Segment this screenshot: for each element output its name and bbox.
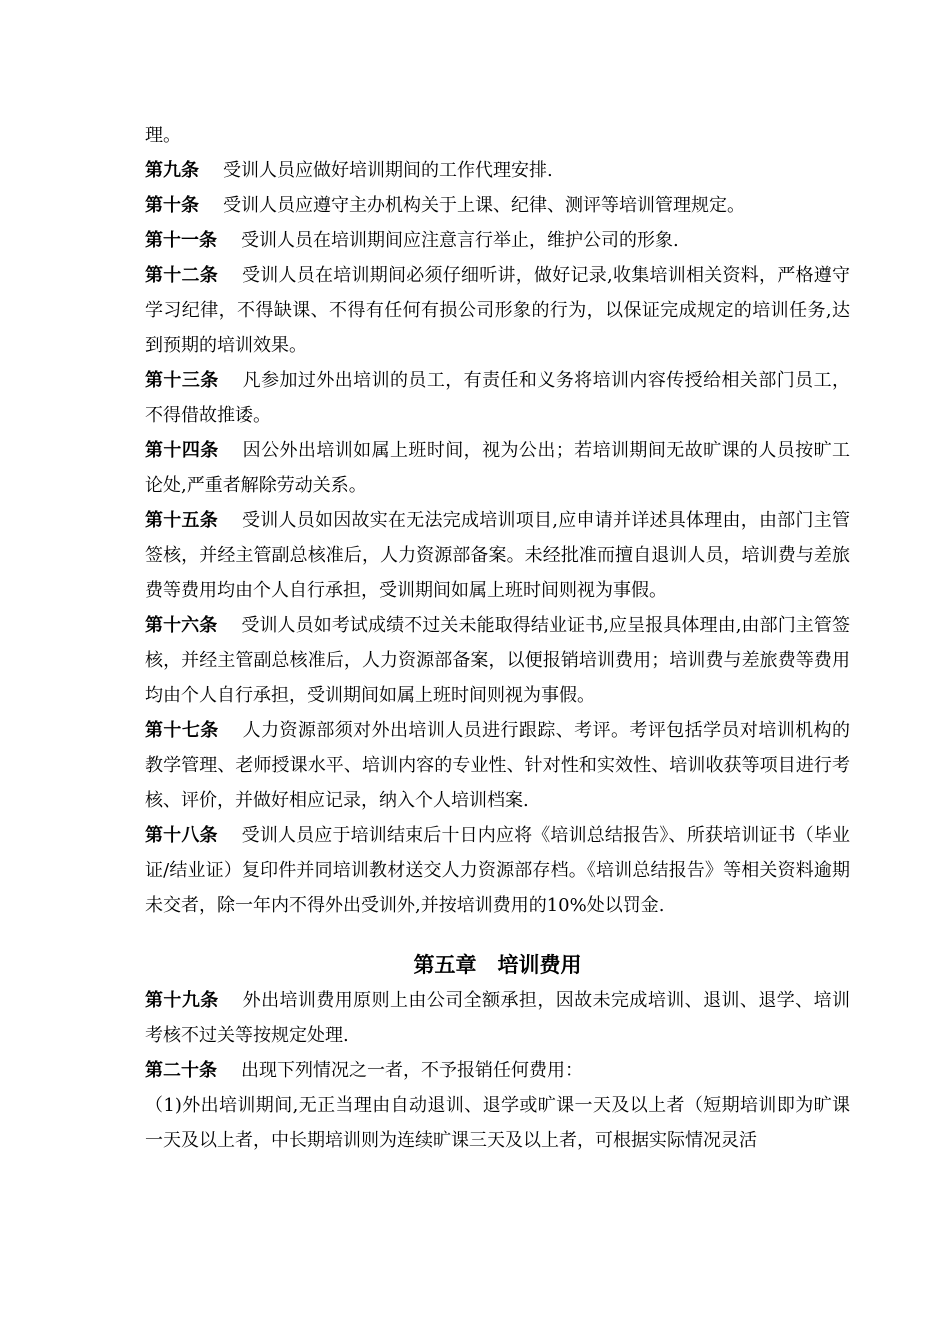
article-text: 受训人员在培训期间应注意言行举止，维护公司的形象. <box>241 230 679 251</box>
article-13 <box>145 363 850 433</box>
article-label: 第十一条 <box>145 230 217 251</box>
article-18 <box>145 818 850 923</box>
article-label: 第十八条 <box>145 825 218 846</box>
article-label: 第十七条 <box>145 720 219 741</box>
article-15 <box>145 503 850 608</box>
article-19 <box>145 983 850 1053</box>
article-label: 第十六条 <box>145 615 218 636</box>
list-item-1: （1)外出培训期间,无正当理由自动退训、退学或旷课一天及以上者（短期培训即为旷课一天及以上者，中长期培训则为连续旷课三天及以上者，可根据实际情况灵活 <box>145 1095 850 1151</box>
article-text: 外出培训费用原则上由公司全额承担，因故未完成培训、退训、退学、培训考核不过关等按规定处理. <box>145 990 851 1046</box>
article-label: 第十五条 <box>145 510 219 531</box>
article-text: 因公外出培训如属上班时间，视为公出；若培训期间无故旷课的人员按旷工论处,严重者解除劳动关系。 <box>145 440 851 496</box>
article-9 <box>145 153 850 188</box>
article-text: 出现下列情况之一者，不予报销任何费用： <box>241 1060 583 1081</box>
document-body <box>145 118 850 1158</box>
article-text: 凡参加过外出培训的员工，有责任和义务将培训内容传授给相关部门员工，不得借故推诿。 <box>145 370 851 426</box>
article-label: 第十三条 <box>145 370 219 391</box>
article-14 <box>145 433 850 503</box>
article-16 <box>145 608 850 713</box>
article-11 <box>145 223 850 258</box>
article-20 <box>145 1053 850 1088</box>
continued-text: 理。 <box>145 125 181 146</box>
article-label: 第九条 <box>145 160 199 181</box>
article-label: 第十四条 <box>145 440 219 461</box>
article-label: 第二十条 <box>145 1060 217 1081</box>
article-text: 受训人员如因故实在无法完成培训项目,应申请并详述具体理由，由部门主管签核，并经主管副总核准后，人力资源部备案。未经批准而擅自退训人员，培训费与差旅费等费用均由个人自行承担，受训期间如属上班时间则视为事假。 <box>145 510 851 601</box>
article-text: 受训人员应做好培训期间的工作代理安排. <box>223 160 553 181</box>
chapter-title: 第五章 培训费用 <box>413 953 582 977</box>
article-text: 受训人员应遵守主办机构关于上课、纪律、测评等培训管理规定。 <box>223 195 745 216</box>
article-17 <box>145 713 850 818</box>
article-label: 第十九条 <box>145 990 219 1011</box>
article-text: 受训人员应于培训结束后十日内应将《培训总结报告》、所获培训证书（毕业证/结业证）复印件并同培训教材送交人力资源部存档。《培训总结报告》等相关资料逾期未交者，除一年内不得外出受训外,并按培训费用的10%处以罚金. <box>145 825 851 916</box>
article-text: 人力资源部须对外出培训人员进行跟踪、考评。考评包括学员对培训机构的教学管理、老师授课水平、培训内容的专业性、针对性和实效性、培训收获等项目进行考核、评价，并做好相应记录，纳入个人培训档案. <box>145 720 851 811</box>
article-text: 受训人员如考试成绩不过关未能取得结业证书,应呈报具体理由,由部门主管签核，并经主管副总核准后，人力资源部备案，以便报销培训费用；培训费与差旅费等费用均由个人自行承担，受训期间如属上班时间则视为事假。 <box>145 615 850 706</box>
article-label: 第十二条 <box>145 265 219 286</box>
article-label: 第十条 <box>145 195 199 216</box>
article-10 <box>145 188 850 223</box>
article-text: 受训人员在培训期间必须仔细听讲，做好记录,收集培训相关资料，严格遵守学习纪律，不得缺课、不得有任何有损公司形象的行为，以保证完成规定的培训任务,达到预期的培训效果。 <box>145 265 851 356</box>
article-12 <box>145 258 850 363</box>
